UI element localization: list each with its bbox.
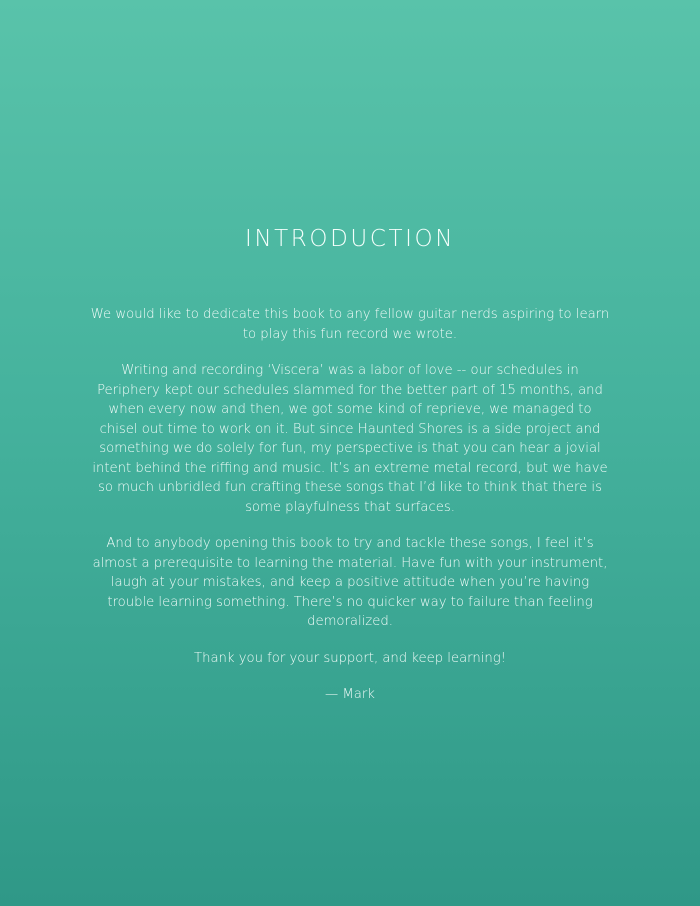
paragraph-recording: Writing and recording ‘Viscera’ was a labor of love -- our schedules in Periphery kept our schedules slammed for the better part of 15 months, and when every now and then, we got some kind of reprieve, we managed to chisel out time to work on it. But since Haunted Shores is a side project and something we do solely for fun, my perspective is that you can hear a jovial intent behind the riffing and music. It’s an extreme metal record, but we have so much unbridled fun crafting these songs that I’d like to think that there is some playfulness that surfaces. [92, 363, 608, 515]
signature: — Mark [325, 687, 375, 702]
paragraph-dedication: We would like to dedicate this book to any fellow guitar nerds aspiring to learn to play this fun record we wrote. [90, 307, 610, 342]
page-title: INTRODUCTION [244, 226, 456, 252]
paragraph-advice: And to anybody opening this book to try and tackle these songs, I feel it’s almost a prerequisite to learning the material. Have fun with your instrument, laugh at your mistakes, and keep a positive attitude when you’re having trouble learning something. There’s no quicker way to failure than feeling demoralized. [92, 536, 608, 629]
introduction-body [88, 305, 612, 722]
paragraph-thanks: Thank you for your support, and keep learning! [194, 650, 506, 666]
